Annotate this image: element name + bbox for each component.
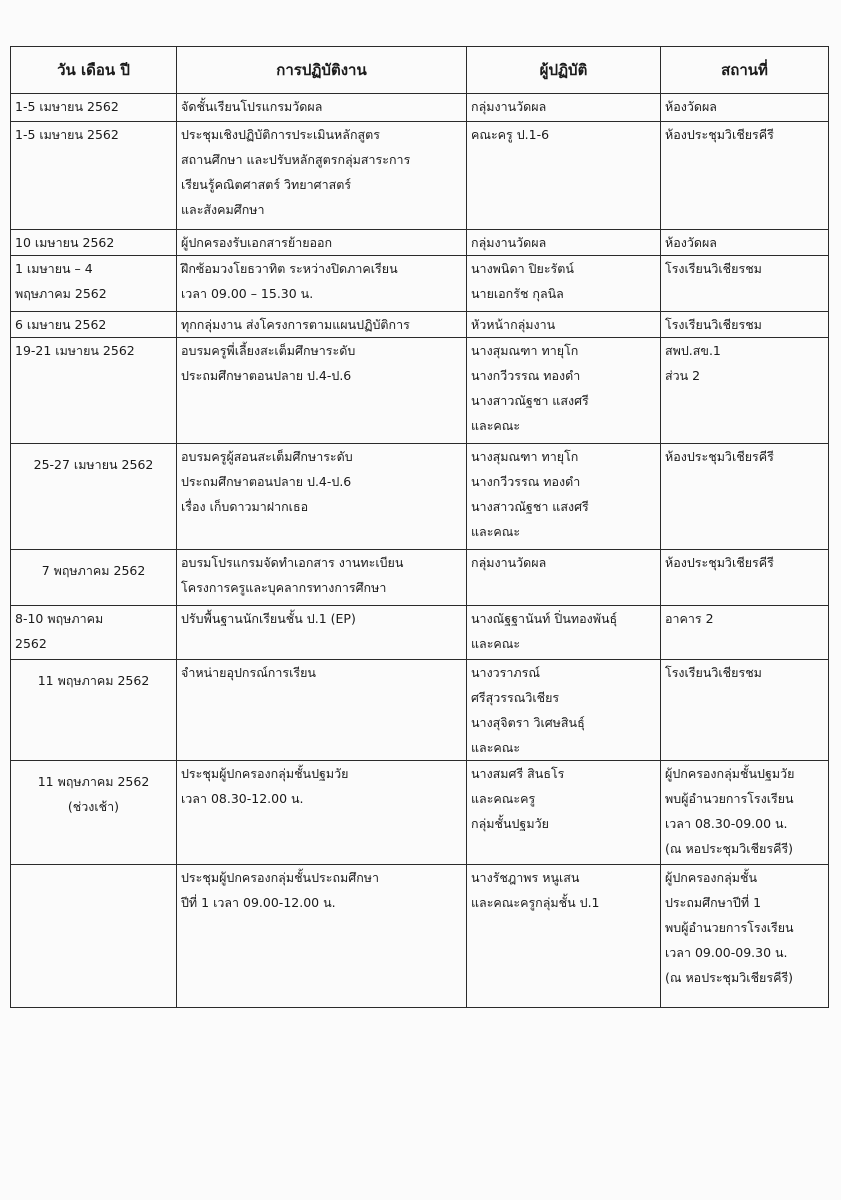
cell-activity: จำหน่ายอุปกรณ์การเรียน	[177, 660, 467, 761]
cell-location: อาคาร 2	[661, 606, 829, 660]
cell-location: ห้องประชุมวิเชียรคีรี	[661, 444, 829, 550]
cell-location: ห้องประชุมวิเชียรคีรี	[661, 550, 829, 606]
table-row	[11, 122, 829, 230]
cell-activity: ทุกกลุ่มงาน ส่งโครงการตามแผนปฏิบัติการ	[177, 312, 467, 338]
cell-responsible: นางวราภรณ์ ศรีสุวรรณวิเชียร นางสุจิตรา วิเศษสินธุ์ และคณะ	[467, 660, 661, 761]
cell-activity: ประชุมผู้ปกครองกลุ่มชั้นปฐมวัย เวลา 08.30-12.00 น.	[177, 761, 467, 865]
cell-activity: ฝึกซ้อมวงโยธวาทิต ระหว่างปิดภาคเรียน เวลา 09.00 – 15.30 น.	[177, 256, 467, 312]
table-header-row	[11, 47, 829, 94]
cell-responsible: กลุ่มงานวัดผล	[467, 550, 661, 606]
cell-activity: ประชุมเชิงปฏิบัติการประเมินหลักสูตร สถานศึกษา และปรับหลักสูตรกลุ่มสาระการ เรียนรู้คณิตศาสตร์ วิทยาศาสตร์ และสังคมศึกษา	[177, 122, 467, 230]
table-row	[11, 256, 829, 312]
cell-responsible: หัวหน้ากลุ่มงาน	[467, 312, 661, 338]
cell-date: 10 เมษายน 2562	[11, 230, 177, 256]
table-row	[11, 660, 829, 761]
header-location: สถานที่	[661, 47, 829, 94]
schedule-table	[10, 46, 829, 1008]
table-row	[11, 230, 829, 256]
cell-responsible: นางรัชฎาพร หนูเสน และคณะครูกลุ่มชั้น ป.1	[467, 865, 661, 1008]
cell-location: ผู้ปกครองกลุ่มชั้น ประถมศึกษาปีที่ 1 พบผู้อำนวยการโรงเรียน เวลา 09.00-09.30 น. (ณ หอประชุมวิเชียรคีรี)	[661, 865, 829, 1008]
cell-location: ห้องวัดผล	[661, 230, 829, 256]
cell-activity: อบรมโปรแกรมจัดทำเอกสาร งานทะเบียน โครงการครูและบุคลากรทางการศึกษา	[177, 550, 467, 606]
cell-date: 1-5 เมษายน 2562	[11, 94, 177, 122]
cell-responsible: กลุ่มงานวัดผล	[467, 94, 661, 122]
cell-activity: อบรมครูพี่เลี้ยงสะเต็มศึกษาระดับ ประถมศึกษาตอนปลาย ป.4-ป.6	[177, 338, 467, 444]
cell-location: สพป.สข.1 ส่วน 2	[661, 338, 829, 444]
header-date: วัน เดือน ปี	[11, 47, 177, 94]
cell-location: ห้องประชุมวิเชียรคีรี	[661, 122, 829, 230]
cell-date: 6 เมษายน 2562	[11, 312, 177, 338]
cell-activity: ปรับพื้นฐานนักเรียนชั้น ป.1 (EP)	[177, 606, 467, 660]
cell-location: ห้องวัดผล	[661, 94, 829, 122]
cell-date: 7 พฤษภาคม 2562	[11, 550, 177, 606]
cell-date: 19-21 เมษายน 2562	[11, 338, 177, 444]
cell-location: โรงเรียนวิเชียรชม	[661, 312, 829, 338]
table-row	[11, 761, 829, 865]
cell-activity: ผู้ปกครองรับเอกสารย้ายออก	[177, 230, 467, 256]
table-row	[11, 444, 829, 550]
table-row	[11, 606, 829, 660]
cell-activity: ประชุมผู้ปกครองกลุ่มชั้นประถมศึกษา ปีที่ 1 เวลา 09.00-12.00 น.	[177, 865, 467, 1008]
cell-responsible: นางสมศรี สินธโร และคณะครู กลุ่มชั้นปฐมวัย	[467, 761, 661, 865]
cell-responsible: นางสุมณฑา ทายุโก นางกวีวรรณ ทองดำ นางสาวณัฐชา แสงศรี และคณะ	[467, 444, 661, 550]
cell-date: 1 เมษายน – 4 พฤษภาคม 2562	[11, 256, 177, 312]
cell-responsible: นางณัฐฐานันท์ ปิ่นทองพันธุ์ และคณะ	[467, 606, 661, 660]
header-responsible: ผู้ปฏิบัติ	[467, 47, 661, 94]
table-row	[11, 865, 829, 1008]
cell-responsible: กลุ่มงานวัดผล	[467, 230, 661, 256]
table-row	[11, 312, 829, 338]
cell-responsible: คณะครู ป.1-6	[467, 122, 661, 230]
table-row	[11, 550, 829, 606]
cell-location: โรงเรียนวิเชียรชม	[661, 660, 829, 761]
cell-activity: จัดชั้นเรียนโปรแกรมวัดผล	[177, 94, 467, 122]
table-row	[11, 94, 829, 122]
cell-activity: อบรมครูผู้สอนสะเต็มศึกษาระดับ ประถมศึกษาตอนปลาย ป.4-ป.6 เรื่อง เก็บดาวมาฝากเธอ	[177, 444, 467, 550]
cell-date: 11 พฤษภาคม 2562 (ช่วงเช้า)	[11, 761, 177, 865]
table-row	[11, 338, 829, 444]
cell-date	[11, 865, 177, 1008]
cell-responsible: นางพนิดา ปิยะรัตน์ นายเอกรัช กุลนิล	[467, 256, 661, 312]
cell-date: 25-27 เมษายน 2562	[11, 444, 177, 550]
cell-date: 8-10 พฤษภาคม 2562	[11, 606, 177, 660]
cell-location: โรงเรียนวิเชียรชม	[661, 256, 829, 312]
cell-location: ผู้ปกครองกลุ่มชั้นปฐมวัย พบผู้อำนวยการโรงเรียน เวลา 08.30-09.00 น. (ณ หอประชุมวิเชียรคีรี)	[661, 761, 829, 865]
cell-date: 1-5 เมษายน 2562	[11, 122, 177, 230]
header-activity: การปฏิบัติงาน	[177, 47, 467, 94]
cell-responsible: นางสุมณฑา ทายุโก นางกวีวรรณ ทองดำ นางสาวณัฐชา แสงศรี และคณะ	[467, 338, 661, 444]
cell-date: 11 พฤษภาคม 2562	[11, 660, 177, 761]
